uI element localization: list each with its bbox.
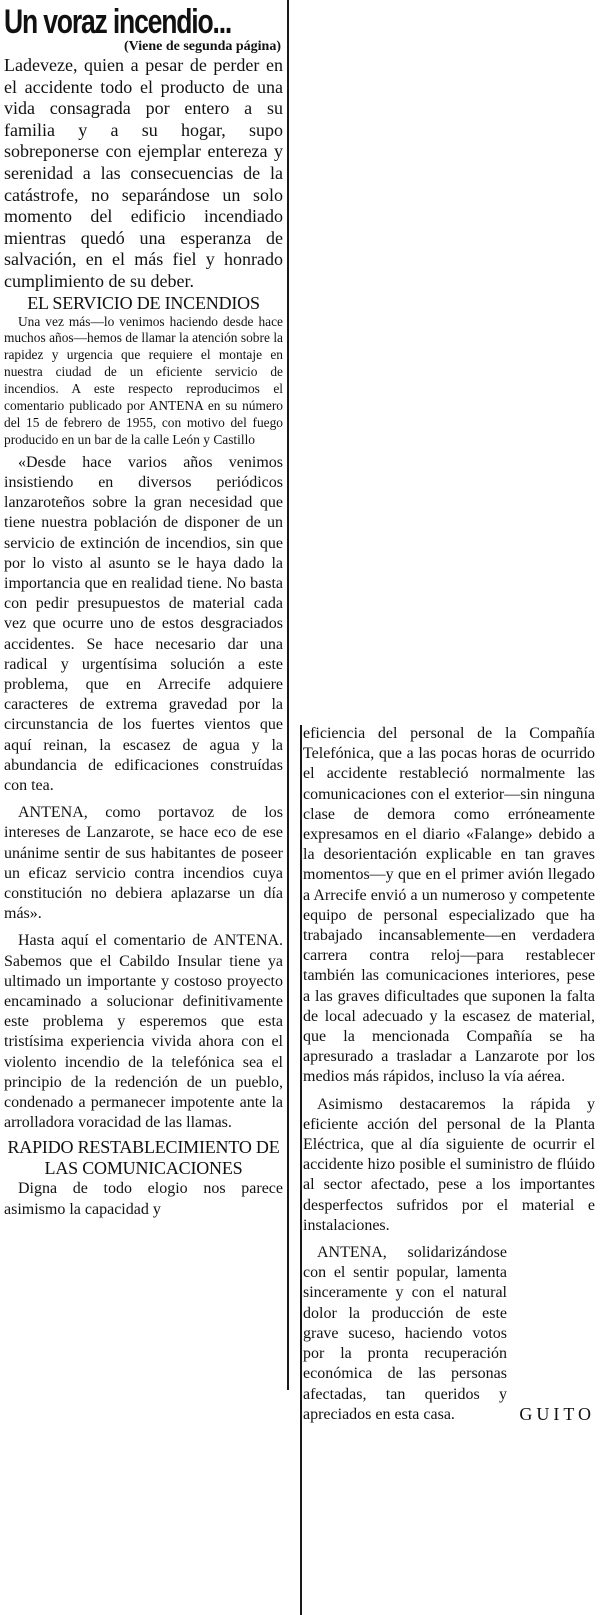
continued-from-note: (Viene de segunda página) [123, 39, 281, 54]
paragraph-una-vez-mas: Una vez más—lo venimos haciendo desde hace muchos años—hemos de llamar la atención sobre la rapidez y urgencia que requiere el montaje en nuestra ciudad de un eficiente servicio de incendios. A este respecto reproducimos el comentario publicado por ANTENA en su número del 15 de febrero de 1955, con motivo del fuego producido en un bar de la calle León y Castillo [4, 313, 283, 447]
column-divider-left [287, 0, 289, 1390]
paragraph-antena-portavoz: ANTENA, como portavoz de los intereses de Lanzarote, se hace eco de ese unánime sentir de sus habitantes de poseer un eficaz servicio contra incendios cuya constitución no debiera aplazarse un día más». [4, 804, 283, 923]
paragraph-digna-elogio-continued: eficiencia del personal de la Compañía Telefónica, que a las pocas horas de ocurrido el accidente restableció normalmente las comunicaciones con el exterior—sin ninguna clase de demora como erróneamente expresamos en el diario «Falange» debido a la desorientación explicable en tan graves momentos—y que en el primer avión llegado a Arrecife envió a un numeroso y competente equipo de personal especializado que ha trabajado incansablemente—en verdadera carrera contra reloj—para restablecer también las comunicaciones interiores, pese a las graves dificultades que suponen la falta de local adecuado y la escasez de material, que la mencionada Compañía se ha apresurado a trasladar a Lanzarote por los medios más rápidos, incluso la vía aérea. [303, 725, 595, 1086]
column-divider-right [300, 725, 302, 1615]
subhead-rapido-restablecimiento: RAPIDO RESTABLECIMIENTO DE LAS COMUNICACIONES [7, 1137, 280, 1179]
author-signature: GUITO [519, 1403, 595, 1424]
paragraph-digna-elogio: Digna de todo elogio nos parece asimismo la capacidad y [4, 1180, 283, 1218]
paragraph-planta-electrica: Asimismo destacaremos la rápida y eficiente acción del personal de la Planta Eléctrica, que al día siguiente de ocurrir el accidente hizo posible el suministro de flúido al sector afectado, pese a los importantes desperfectos sufridos por el material e instalaciones. [303, 1095, 595, 1234]
subhead-servicio-incendios: EL SERVICIO DE INCENDIOS [27, 292, 260, 313]
article-column-right [303, 724, 595, 1425]
paragraph-antena-solidarizandose: ANTENA, solidarizándose con el sentir popular, lamenta sinceramente y con el natural dolor la producción de este grave suceso, haciendo votos por la pronta recuperación económica de las personas afectadas, tan queridos y apreciados en esta casa. [303, 1244, 507, 1423]
closing-block [303, 1243, 595, 1425]
article-headline: Un voraz incendio... [4, 3, 232, 41]
article-column-left [4, 0, 283, 1220]
paragraph-quoted-comment: «Desde hace varios años venimos insistiendo en diversos periódicos lanzaroteños sobre la gran necesidad que tiene nuestra población de disponer de un servicio de extinción de incendios, sin que por lo visto al asunto se le haya dado la importancia que en realidad tiene. No basta con pedir presupuestos de material cada vez que ocurre uno de estos desgraciados accidentes. Se hace necesario dar una radical y urgentísima solución a este problema, que en Arrecife adquiere caracteres de extrema gravedad por la circunstancia de los fuertes vientos que aquí reinan, la escasez de agua y la abundancia de edificaciones construídas con tea. [4, 453, 283, 795]
paragraph-ladeveze: Ladeveze, quien a pesar de perder en el accidente todo el producto de una vida consagrada por entero a su familia y a su hogar, supo sobreponerse con ejemplar entereza y serenidad a las consecuencias de la catástrofe, no separándose un solo momento del edificio incendiado mientras quedó una esperanza de salvación, en el más fiel y honrado cumplimiento de su deber. [4, 55, 283, 291]
paragraph-hasta-aqui: Hasta aquí el comentario de ANTENA. Sabemos que el Cabildo Insular tiene ya ultimado un importante y costoso proyecto encaminado a solucionar definitivamente este problema y esperemos que esta tristísima experiencia vivida ahora con el violento incendio de la telefónica sea el principio de la redención de un pueblo, condenado a permanecer impotente ante la arrolladora voracidad de las llamas. [4, 932, 283, 1132]
